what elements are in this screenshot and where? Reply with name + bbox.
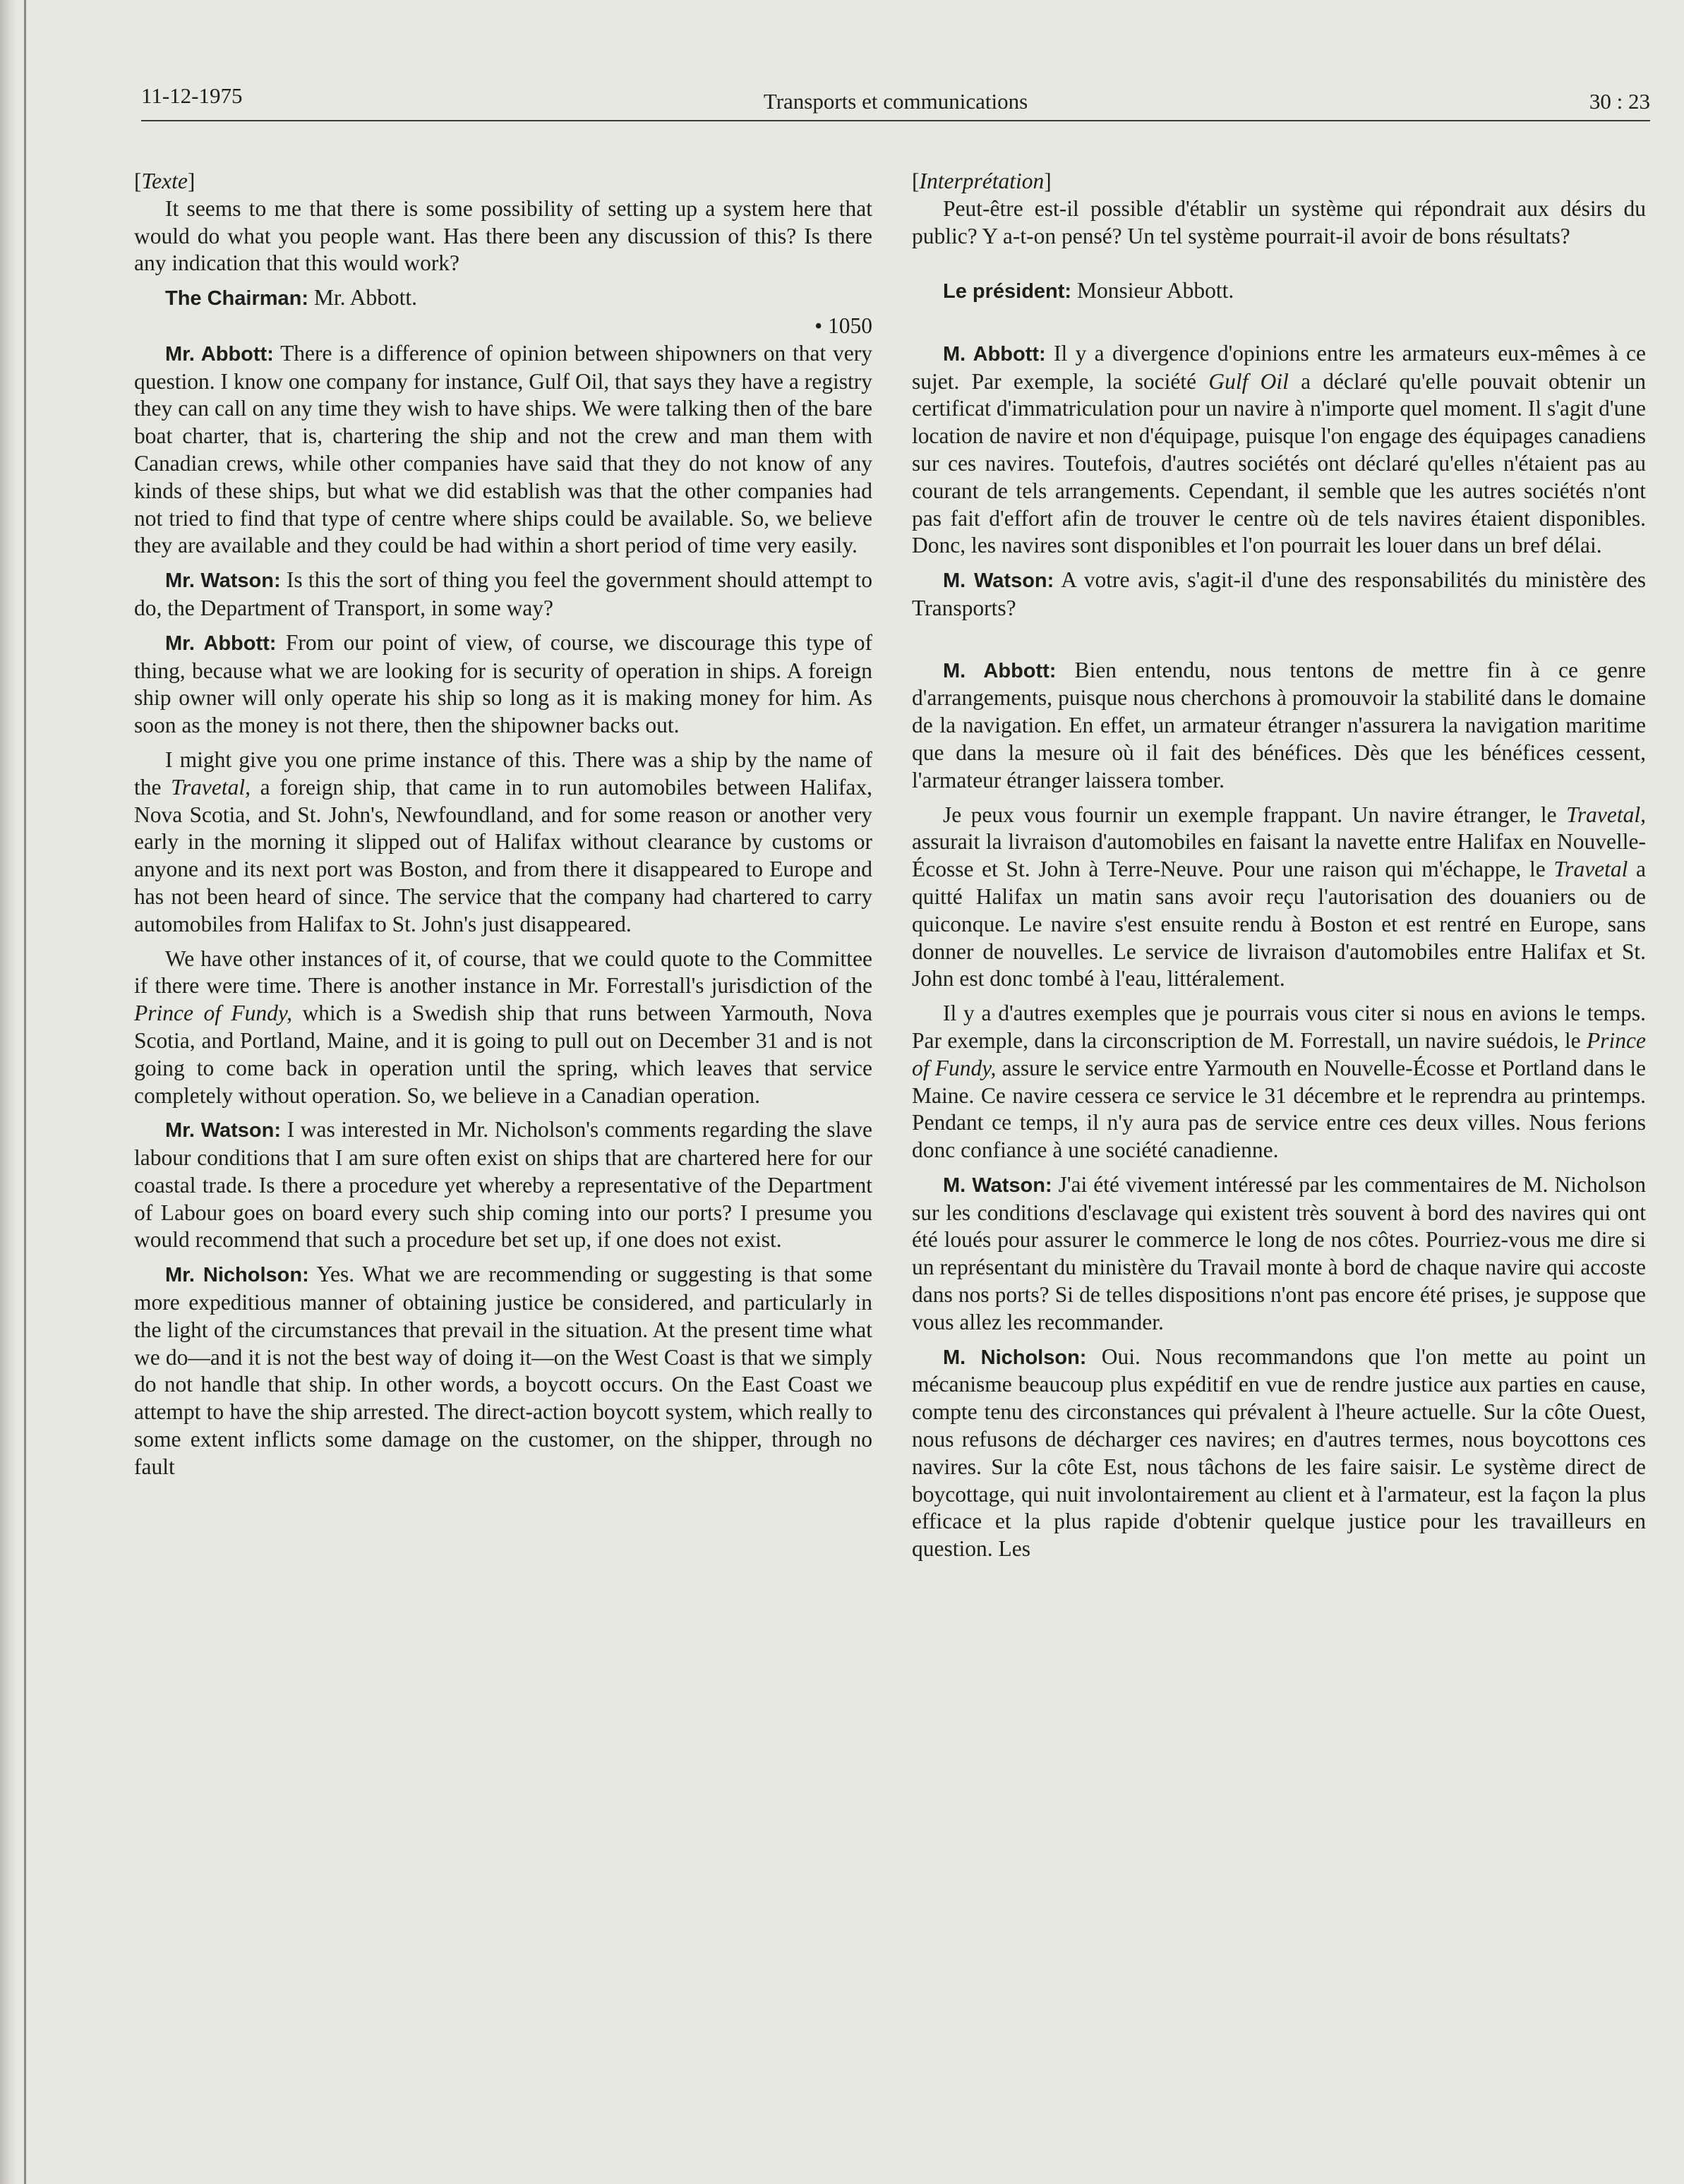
paragraph-abbott-1: Mr. Abbott: There is a difference of opinion between shipowners on that very question. I know one company for instance, Gulf Oil, that says they have a registry they can call on any time they wish to have ships. We were talking then of the bare boat charter, that is, chartering the ship and not the crew and man them with Canadian crews, while other companies have said that they do not know of any kinds of these ships, but what we did establish was that the other companies had not tried to find that type of centre where ships could be available. So, we believe they are available and they could be had within a short period of time very easily.: [134, 340, 872, 558]
ship-name: Travetal,: [171, 774, 251, 800]
speaker-name: Le président:: [943, 280, 1072, 303]
speaker-name: Mr. Nicholson:: [165, 1264, 309, 1287]
paragraph-president: Le président: Monsieur Abbott.: [943, 278, 1234, 303]
speaker-name: Mr. Watson:: [165, 569, 281, 593]
paragraph-chairman: The Chairman: Mr. Abbott.: [165, 285, 418, 310]
english-column: [134, 168, 872, 1481]
french-column: [912, 168, 1646, 1563]
paragraph-prince-of-fundy-fr: Il y a d'autres exemples que je pourrais vous citer si nous en avions le temps. Par exemple, dans la circonscription de M. Forrestall, un navire suédois, le Prince of Fundy, assure le service entre Yarmouth en Nouvelle-Écosse et Portland dans le Maine. Ce navire cessera ce service le 31 décembre et le reprendra au printemps. Pendant ce temps, il n'y aura pas de service entre ces deux villes. Nous ferions donc confiance à une société canadienne.: [912, 1001, 1647, 1163]
paragraph-prince-of-fundy: We have other instances of it, of course, that we could quote to the Committee if there were time. There is another instance in Mr. Forrestall's jurisdiction of the Prince of Fundy, which is a Swedish ship that runs between Yarmouth, Nova Scotia, and Portland, Maine, and it is going to pull out on December 31 and is not going to come back in operation until the spring, which leaves that service completely without operation. So, we believe in a Canadian operation.: [134, 946, 872, 1108]
speaker-name: Mr. Watson:: [165, 1119, 281, 1142]
paragraph-watson-2-fr: M. Watson: J'ai été vivement intéressé par les commentaires de M. Nicholson sur les conditions d'esclavage qui existent très souvent à bord des navires qui ont été loués pour assurer le commerce le long de nos côtes. Pourriez-vous me dire si un représentant du ministère du Travail monte à bord de chaque navire qui accoste dans nos ports? Si de telles dispositions n'ont pas encore été prises, je suppose que vous allez les recommander.: [912, 1171, 1646, 1334]
header-date: 11-12-1975: [141, 83, 243, 108]
paragraph-nicholson-fr: M. Nicholson: Oui. Nous recommandons que l'on mette au point un mécanisme beaucoup plus expéditif en vue de rendre justice aux parties en cause, compte tenu des circonstances qui prévalent à l'heure actuelle. Sur la côte Ouest, nous refusons de décharger ces navires; en d'autres termes, nous boycottons ces navires. Sur la côte Est, nous tâchons de les faire saisir. Le système direct de boycottage, qui nuit involontairement au client et à l'armateur, est la façon la plus efficace et la plus rapide d'obtenir quelque justice pour les travailleurs en question. Les: [912, 1344, 1646, 1562]
page-edge-shadow: [0, 0, 16, 2184]
binding-line: [24, 0, 26, 2184]
paragraph-abbott-2-fr: M. Abbott: Bien entendu, nous tentons de mettre fin à ce genre d'arrangements, puisque nous cherchons à promouvoir la stabilité dans le domaine de la navigation. En effet, un armateur étranger n'assurera la navigation maritime que dans la mesure où il fait des bénéfices. Dès que les bénéfices cessent, l'armateur étranger laissera tomber.: [912, 657, 1646, 792]
paragraph-question: It seems to me that there is some possibility of setting up a system here that would do what you people want. Has there been any discussion of this? Is there any indication that this would work?: [134, 195, 872, 276]
paragraph-travetal: I might give you one prime instance of this. There was a ship by the name of the Travetal, a foreign ship, that came in to run automobiles between Halifax, Nova Scotia, and St. John's, Newfoundland, and for some reason or another very early in the morning it slipped out of Halifax without clearance by customs or anyone and its next port was Boston, and from there it disappeared to Europe and has not been heard of since. The service that the company had chartered to carry automobiles from Halifax to St. John's just disappeared.: [134, 747, 873, 936]
paragraph-watson-1-fr: M. Watson: A votre avis, s'agit-il d'une des responsabilités du ministère des Transports?: [912, 567, 1646, 620]
paragraph-nicholson: Mr. Nicholson: Yes. What we are recommending or suggesting is that some more expeditious manner of obtaining justice be considered, and particularly in the light of the circumstances that prevail in the situation. At the present time what we do—and it is not the best way of doing it—on the West Coast is that we simply do not handle that ship. In other words, a boycott occurs. On the East Coast we attempt to have the ship arrested. The direct-action boycott system, which really to some extent inflicts some damage on the customer, on the shipper, through no fault: [134, 1262, 872, 1479]
speaker-name: M. Watson:: [943, 1174, 1052, 1197]
paragraph-abbott-1-fr: M. Abbott: Il y a divergence d'opinions entre les armateurs eux-mêmes à ce sujet. Par exemple, la société Gulf Oil a déclaré qu'elle pouvait obtenir un certificat d'immatriculation pour un navire à n'importe quel moment. Il s'agit d'une location de navire et non d'équipage, puisque l'on engage des équipages canadiens sur ces navires. Toutefois, d'autres sociétés ont déclaré qu'elles n'étaient pas au courant de tels arrangements. Cependant, il semble que les autres sociétés n'ont pas fait d'effort afin de trouver le centre où de tels navires étaient disponibles. Donc, les navires sont disponibles et l'on pourrait les louer dans un bref délai.: [912, 340, 1647, 558]
speaker-name: Mr. Abbott:: [165, 342, 274, 366]
paragraph-watson-2: Mr. Watson: I was interested in Mr. Nicholson's comments regarding the slave labour conditions that I am sure often exist on ships that are chartered here for our coastal trade. Is there a procedure yet whereby a representative of the Department of Labour goes on board every such ship coming into our ports? I presume you would recommend that such a procedure bet set up, if one does not exist.: [134, 1117, 872, 1253]
paragraph-abbott-2: Mr. Abbott: From our point of view, of course, we discourage this type of thing, because what we are looking for is security of operation in ships. A foreign ship owner will only operate his ship so long as it is making money for him. As soon as the money is not there, then the shipowner backs out.: [134, 629, 872, 738]
ship-name: Travetal,: [1566, 802, 1646, 827]
page-header: [141, 83, 1650, 121]
speaker-name: M. Nicholson:: [943, 1346, 1087, 1369]
ship-name: Travetal: [1553, 857, 1628, 882]
ship-name: Prince of Fundy,: [134, 1001, 293, 1026]
speaker-name: Mr. Abbott:: [165, 632, 277, 655]
header-page-number: 30 : 23: [1589, 89, 1650, 114]
speaker-name: M. Abbott:: [943, 659, 1057, 682]
time-marker: • 1050: [814, 313, 872, 338]
paragraph-question-fr: Peut-être est-il possible d'établir un système qui répondrait aux désirs du public? Y a-t-on pensé? Un tel système pourrait-il avoir de bons résultats?: [912, 195, 1646, 248]
section-label-interpretation: [Interprétation]: [912, 169, 1052, 193]
speaker-name: M. Abbott:: [943, 342, 1046, 366]
company-name: Gulf Oil: [1208, 368, 1289, 394]
header-title: Transports et communications: [763, 89, 1028, 114]
ship-name: Prince of Fundy,: [912, 1027, 1647, 1080]
paragraph-travetal-fr: Je peux vous fournir un exemple frappant. Un navire étranger, le Travetal, assurait la livraison d'automobiles en faisant la navette entre Halifax en Nouvelle-Écosse et St. John à Terre-Neuve. Pour une raison qui m'échappe, le Travetal a quitté Halifax un matin sans avoir reçu l'autorisation des douaniers ou de quiconque. Le navire s'est ensuite rendu à Boston et est rentré en Europe, sans donner de nouvelles. Le service de livraison d'automobiles entre Halifax et St. John est donc tombé à l'eau, littéralement.: [912, 802, 1647, 991]
speaker-name: M. Watson:: [943, 569, 1054, 593]
paragraph-watson-1: Mr. Watson: Is this the sort of thing you feel the government should attempt to do, the Department of Transport, in some way?: [134, 567, 872, 620]
section-label-texte: [Texte]: [134, 169, 196, 193]
speaker-name: The Chairman:: [165, 287, 309, 310]
